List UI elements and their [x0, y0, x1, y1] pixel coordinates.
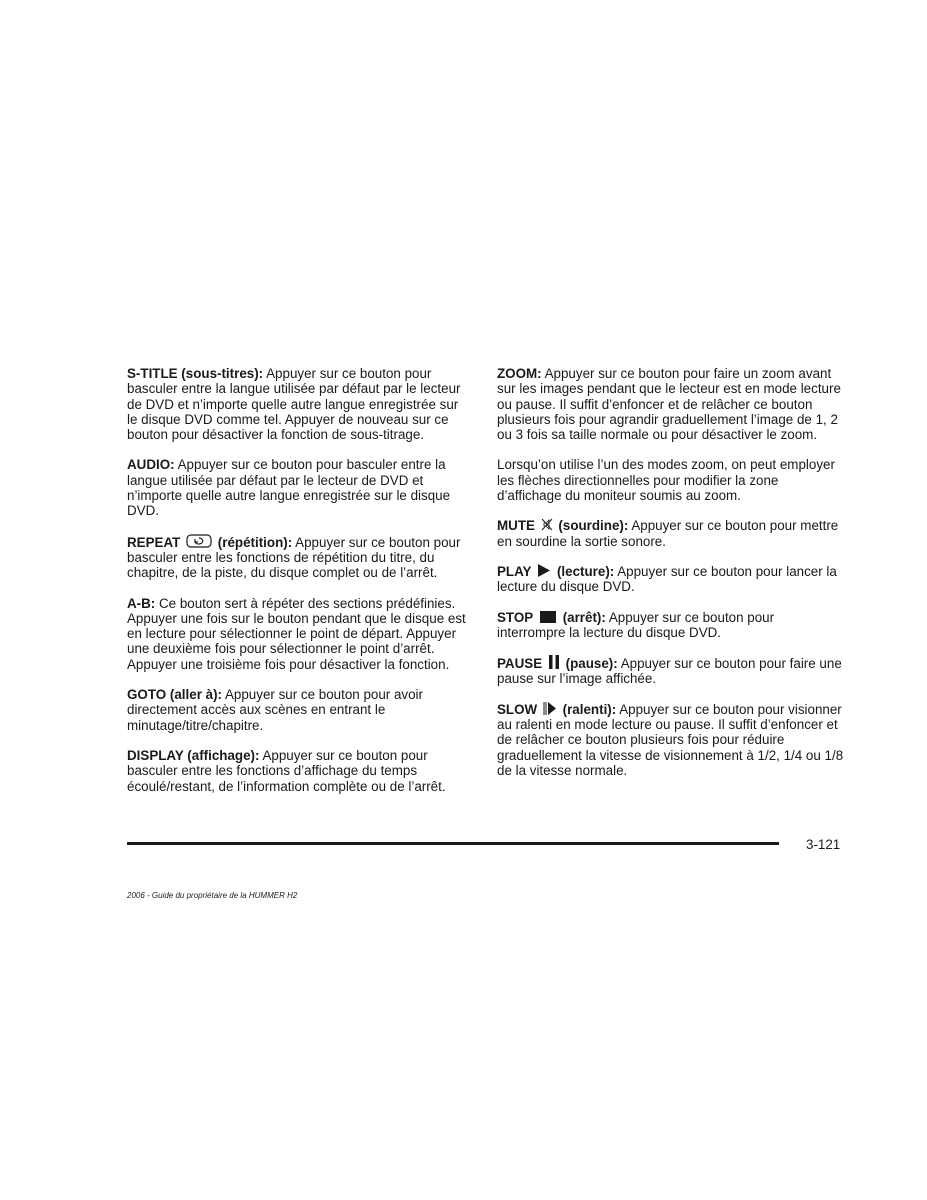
goto-term: GOTO (aller à):: [127, 687, 222, 703]
mute-paragraph: [497, 518, 845, 549]
display-paragraph: [127, 748, 467, 794]
pause-term-label: (pause):: [565, 656, 618, 672]
slow-term-label: (ralenti):: [562, 701, 617, 717]
repeat-term-label: (répétition):: [217, 534, 293, 550]
ab-term: A-B:: [127, 595, 156, 611]
play-term-label: (lecture):: [556, 563, 615, 579]
mute-term-label: (sourdine):: [558, 518, 629, 534]
stop-term: STOP: [497, 609, 534, 625]
audio-text: Appuyer sur ce bouton pour basculer entre la langue utilisée par défaut par le lecteur de DVD et n’importe quelle autre langue enregistrée sur le disque DVD.: [127, 457, 451, 519]
ab-text: Ce bouton sert à répéter des sections prédéfinies. Appuyer une fois sur le bouton pendant que le disque est en lecture pour sélectionner le point de départ. Appuyer une deuxième fois pour sélectionner le point d’arrêt. Appuyer une troisième fois pour désactiver la fonction.: [127, 595, 466, 672]
stop-paragraph: [497, 610, 845, 641]
pause-term: PAUSE: [497, 656, 543, 672]
play-icon: [537, 564, 551, 577]
audio-paragraph: [127, 457, 467, 518]
pause-text: Appuyer sur ce bouton pour faire une pause sur l’image affichée.: [497, 656, 842, 687]
stop-term-label: (arrêt):: [562, 609, 606, 625]
goto-text: Appuyer sur ce bouton pour avoir directement accès aux scènes en entrant le minutage/titre/chapitre.: [127, 687, 423, 733]
play-text: Appuyer sur ce bouton pour lancer la lecture du disque DVD.: [497, 563, 837, 595]
footer-text: 2006 - Guide du propriétaire de la HUMMER H2: [127, 891, 298, 900]
zoom-note-paragraph: [497, 457, 845, 503]
zoom-term: ZOOM:: [497, 366, 542, 381]
stitle-text: Appuyer sur ce bouton pour basculer entre la langue utilisée par défaut par le lecteur de DVD et n’importe quelle autre langue enregistrée sur le disque DVD comme tel. Appuyer de nouveau sur ce bouton pour désactiver la fonction de sous-titrage.: [127, 366, 461, 443]
zoom-note-text: Lorsqu’on utilise l’un des modes zoom, on peut employer les flèches directionnelles pour modifier la zone d’affichage du moniteur soumis au zoom.: [497, 457, 835, 504]
pause-icon: [548, 655, 560, 669]
page-number: 3-121: [806, 837, 841, 852]
play-term: PLAY: [497, 563, 532, 579]
repeat-text: Appuyer sur ce bouton pour basculer entre les fonctions de répétition du titre, du chapitre, de la piste, du disque complet ou de l’arrêt.: [127, 534, 461, 581]
stop-icon: [539, 611, 557, 623]
slow-paragraph: [497, 702, 845, 778]
play-paragraph: [497, 564, 845, 595]
display-term: DISPLAY (affichage):: [127, 747, 260, 763]
slow-icon: [543, 702, 557, 715]
repeat-icon: [186, 534, 212, 548]
zoom-text: Appuyer sur ce bouton pour faire un zoom avant sur les images pendant que le lecteur est en mode lecture ou pause. Il suffit d’enfoncer et de relâcher ce bouton plusieurs fois pour agrandir graduellement l’image de 1, 2 ou 3 fois sa taille normale ou pour désactiver le zoom.: [497, 366, 841, 443]
footer-rule: [127, 842, 779, 845]
right-column: [497, 366, 845, 793]
mute-term: MUTE: [497, 518, 535, 534]
audio-term: AUDIO:: [127, 457, 175, 473]
slow-text: Appuyer sur ce bouton pour visionner au ralenti en mode lecture ou pause. Il suffit d’enfoncer et de relâcher ce bouton plusieurs fois pour réduire graduellement la vitesse de visionnement à 1/2, 1/4 ou 1/8 de la vitesse normale.: [497, 701, 844, 778]
ab-paragraph: [127, 596, 467, 672]
stitle-paragraph: [127, 366, 467, 442]
display-text: Appuyer sur ce bouton pour basculer entre les fonctions d’affichage du temps écoulé/restant, de l’information complète ou de l’arrêt.: [127, 747, 446, 794]
slow-term: SLOW: [497, 701, 538, 717]
mute-text: Appuyer sur ce bouton pour mettre en sourdine la sortie sonore.: [497, 518, 839, 549]
mute-icon: [541, 518, 553, 531]
stop-text: Appuyer sur ce bouton pour interrompre la lecture du disque DVD.: [497, 609, 775, 640]
pause-paragraph: [497, 655, 845, 687]
left-column: [127, 366, 467, 809]
repeat-term: REPEAT: [127, 534, 181, 550]
goto-paragraph: [127, 687, 467, 733]
repeat-paragraph: [127, 534, 467, 581]
zoom-paragraph: [497, 366, 845, 442]
stitle-term: S-TITLE (sous-titres):: [127, 366, 264, 381]
